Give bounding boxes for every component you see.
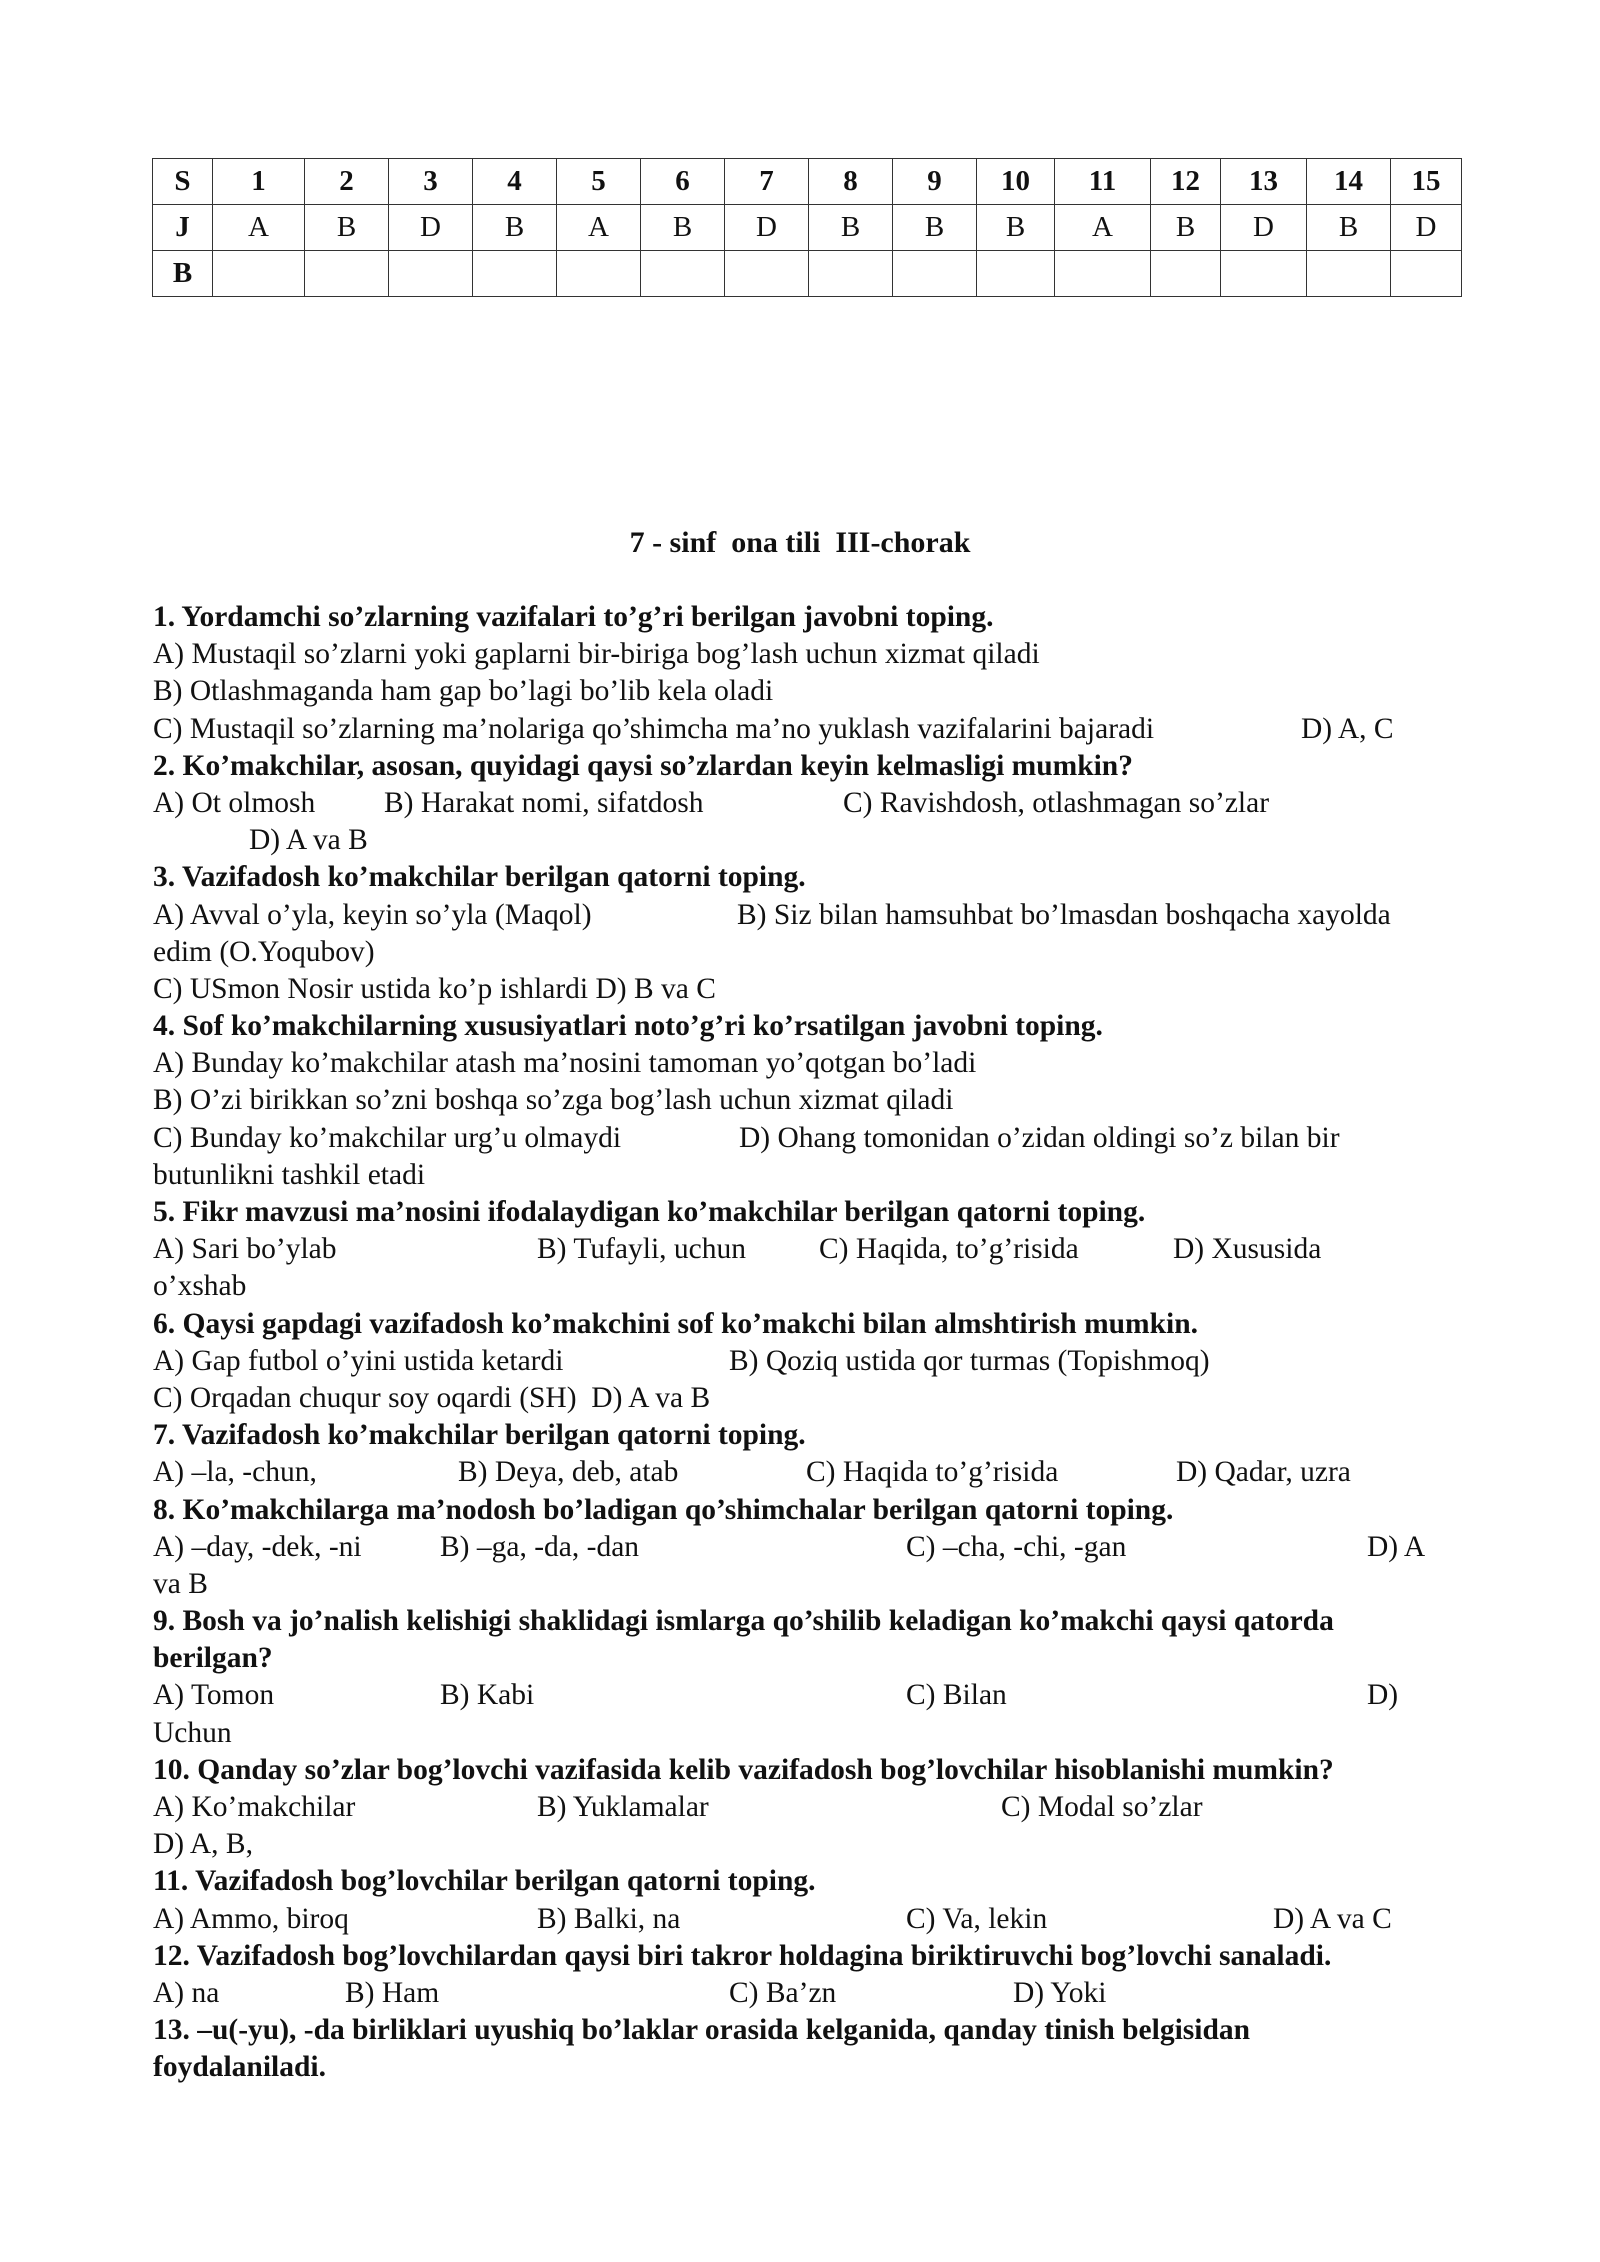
page-title: 7 - sinf ona tili III-chorak: [629, 526, 971, 559]
answer-row: [153, 205, 1462, 251]
option-c: C) Bilan: [906, 1679, 1007, 1712]
option-d-continued: butunlikni tashkil etadi: [153, 1158, 426, 1191]
question-number-cell: 11: [1055, 159, 1151, 205]
option-a: A) Ko’makchilar: [153, 1791, 356, 1823]
answer-cell: B: [893, 205, 977, 251]
answer-cell: B: [305, 205, 389, 251]
question-12: 12. Vazifadosh bog’lovchilardan qaysi biri takror holdagina biriktiruvchi bog’lovchi sanaladi.: [153, 1939, 1332, 1972]
score-row: [153, 251, 1462, 297]
table-header-row: [153, 159, 1462, 205]
option-row: [153, 1231, 1468, 1268]
question-4: 4. Sof ko’makchilarning xususiyatlari noto’g’ri ko’rsatilgan javobni toping.: [153, 1010, 1103, 1043]
question-number-cell: 14: [1307, 159, 1391, 205]
answer-cell: D: [1391, 205, 1462, 251]
score-cell: [641, 251, 725, 297]
answer-cell: A: [213, 205, 305, 251]
option-row: [153, 1975, 1468, 2012]
option-d: D) A, B,: [153, 1828, 253, 1861]
option-a: A) Sari bo’ylab: [153, 1233, 337, 1266]
question-number-cell: 6: [641, 159, 725, 205]
option-d-continued: o’xshab: [153, 1270, 247, 1303]
option-a: A) –la, -chun,: [153, 1456, 317, 1489]
score-cell: [1221, 251, 1307, 297]
option-d: D) Qadar, uzra: [1176, 1456, 1351, 1489]
question-10: 10. Qanday so’zlar bog’lovchi vazifasida kelib vazifadosh bog’lovchilar hisoblanishi mumkin?: [153, 1753, 1334, 1786]
option-row: [153, 711, 1468, 748]
option-c: C) Va, lekin: [906, 1902, 1048, 1935]
answer-cell: A: [557, 205, 641, 251]
option-c-d: C) USmon Nosir ustida ko’p ishlardi D) B va C: [153, 972, 716, 1005]
question-number-cell: 12: [1151, 159, 1221, 205]
option-row: [153, 897, 1468, 934]
option-c: C) Haqida to’g’risida: [806, 1456, 1059, 1489]
option-c: C) Bunday ko’makchilar urg’u olmaydi: [153, 1121, 622, 1154]
answer-cell: B: [1151, 205, 1221, 251]
option-row: [153, 1789, 1468, 1826]
answer-cell: B: [809, 205, 893, 251]
option-d: D) Ohang tomonidan o’zidan oldingi so’z bilan bir: [739, 1121, 1340, 1154]
score-cell: [809, 251, 893, 297]
answer-label-cell: J: [153, 205, 213, 251]
option-row: [153, 822, 1468, 859]
option-row: [153, 1343, 1468, 1380]
option-c: C) Modal so’zlar: [1001, 1791, 1203, 1823]
option-b-continued: edim (O.Yoqubov): [153, 935, 375, 968]
option-row: [153, 1454, 1468, 1491]
question-number-cell: 13: [1221, 159, 1307, 205]
option-a: A) Bunday ko’makchilar atash ma’nosini tamoman yo’qotgan bo’ladi: [153, 1047, 977, 1080]
option-b: B) –ga, -da, -dan: [440, 1530, 640, 1563]
option-c: C) –cha, -chi, -gan: [906, 1530, 1127, 1563]
question-7: 7. Vazifadosh ko’makchilar berilgan qatorni toping.: [153, 1419, 806, 1452]
score-cell: [213, 251, 305, 297]
option-d: D) Xususida: [1173, 1233, 1322, 1266]
question-8: 8. Ko’makchilarga ma’nodosh bo’ladigan qo’shimchalar berilgan qatorni toping.: [153, 1493, 1174, 1526]
option-a: A) Ammo, biroq: [153, 1902, 349, 1935]
question-5: 5. Fikr mavzusi ma’nosini ifodalaydigan ko’makchilar berilgan qatorni toping.: [153, 1196, 1146, 1228]
option-row: [153, 1120, 1468, 1157]
answer-cell: B: [473, 205, 557, 251]
option-a: A) –day, -dek, -ni: [153, 1530, 362, 1563]
answer-cell: B: [977, 205, 1055, 251]
question-number-cell: 8: [809, 159, 893, 205]
option-row: [153, 1529, 1468, 1566]
score-cell: [1391, 251, 1462, 297]
answer-cell: B: [641, 205, 725, 251]
option-b: B) Otlashmaganda ham gap bo’lagi bo’lib kela oladi: [153, 675, 774, 708]
score-cell: [389, 251, 473, 297]
score-cell: [1307, 251, 1391, 297]
question-6: 6. Qaysi gapdagi vazifadosh ko’makchini sof ko’makchi bilan almshtirish mumkin.: [153, 1307, 1199, 1340]
score-cell: [725, 251, 809, 297]
option-c: C) Mustaqil so’zlarning ma’nolariga qo’shimcha ma’no yuklash vazifalarini bajaradi: [153, 712, 1155, 745]
answer-cell: A: [1055, 205, 1151, 251]
question-number-cell: 15: [1391, 159, 1462, 205]
option-a: A) Avval o’yla, keyin so’yla (Maqol): [153, 898, 592, 931]
score-cell: [1055, 251, 1151, 297]
option-a: A) na: [153, 1976, 220, 2009]
answer-cell: D: [1221, 205, 1307, 251]
option-c: C) Ravishdosh, otlashmagan so’zlar: [843, 786, 1270, 819]
score-cell: [893, 251, 977, 297]
option-a: A) Ot olmosh: [153, 786, 316, 819]
question-number-cell: 4: [473, 159, 557, 205]
question-13-continued: foydalaniladi.: [153, 2051, 326, 2084]
answer-cell: D: [725, 205, 809, 251]
option-c: C) Ba’zn: [729, 1976, 837, 2009]
score-cell: [977, 251, 1055, 297]
question-9-continued: berilgan?: [153, 1642, 273, 1675]
option-d-continued: va B: [153, 1567, 208, 1600]
question-number-cell: 5: [557, 159, 641, 205]
question-1: 1. Yordamchi so’zlarning vazifalari to’g’ri berilgan javobni toping.: [153, 601, 994, 633]
option-row: [153, 1677, 1468, 1714]
question-13: 13. –u(-yu), -da birliklari uyushiq bo’laklar orasida kelganida, qanday tinish belgisidan: [153, 2014, 1251, 2047]
option-b: B) Deya, deb, atab: [458, 1456, 679, 1489]
option-d: D) A, C: [1301, 712, 1394, 745]
answer-cell: B: [1307, 205, 1391, 251]
option-a: A) Gap futbol o’yini ustida ketardi: [153, 1344, 564, 1377]
score-label-cell: B: [153, 251, 213, 297]
option-b: B) Ham: [345, 1976, 440, 2009]
question-3: 3. Vazifadosh ko’makchilar berilgan qatorni toping.: [153, 861, 806, 894]
answer-key-table: [152, 158, 1462, 297]
option-b: B) Harakat nomi, sifatdosh: [384, 786, 704, 819]
score-cell: [473, 251, 557, 297]
option-b: B) Balki, na: [537, 1902, 681, 1935]
question-number-cell: 3: [389, 159, 473, 205]
question-number-cell: 2: [305, 159, 389, 205]
question-list: [153, 599, 1468, 2087]
question-11: 11. Vazifadosh bog’lovchilar berilgan qatorni toping.: [153, 1865, 816, 1898]
option-row: [153, 785, 1468, 822]
option-b: B) Tufayli, uchun: [537, 1233, 746, 1266]
question-9: 9. Bosh va jo’nalish kelishigi shaklidagi ismlarga qo’shilib keladigan ko’makchi qaysi qatorda: [153, 1605, 1334, 1638]
option-a: A) Mustaqil so’zlarni yoki gaplarni bir-biriga bog’lash uchun xizmat qiladi: [153, 638, 1040, 671]
option-b: B) Yuklamalar: [537, 1791, 709, 1823]
option-c: C) Haqida, to’g’risida: [819, 1233, 1079, 1266]
score-cell: [1151, 251, 1221, 297]
option-b: B) Kabi: [440, 1679, 535, 1712]
question-number-cell: 7: [725, 159, 809, 205]
option-d: D): [1367, 1679, 1399, 1712]
option-d: D) A va C: [1273, 1902, 1392, 1935]
answer-cell: D: [389, 205, 473, 251]
option-c-d: C) Orqadan chuqur soy oqardi (SH) D) A va B: [153, 1381, 711, 1414]
score-cell: [557, 251, 641, 297]
question-number-cell: 10: [977, 159, 1055, 205]
header-label-cell: S: [153, 159, 213, 205]
option-b: B) Qoziq ustida qor turmas (Topishmoq): [729, 1344, 1210, 1377]
question-number-cell: 9: [893, 159, 977, 205]
question-number-cell: 1: [213, 159, 305, 205]
option-d: D) A: [1367, 1530, 1426, 1563]
option-d: D) A va B: [249, 824, 368, 857]
option-b: B) O’zi birikkan so’zni boshqa so’zga bog’lash uchun xizmat qiladi: [153, 1084, 954, 1117]
option-a: A) Tomon: [153, 1679, 275, 1712]
score-cell: [305, 251, 389, 297]
option-row: [153, 1901, 1468, 1938]
option-d: D) Yoki: [1013, 1976, 1107, 2009]
option-b: B) Siz bilan hamsuhbat bo’lmasdan boshqacha xayolda: [737, 898, 1391, 931]
question-2: 2. Ko’makchilar, asosan, quyidagi qaysi so’zlardan keyin kelmasligi mumkin?: [153, 749, 1133, 782]
option-d-continued: Uchun: [153, 1716, 232, 1749]
